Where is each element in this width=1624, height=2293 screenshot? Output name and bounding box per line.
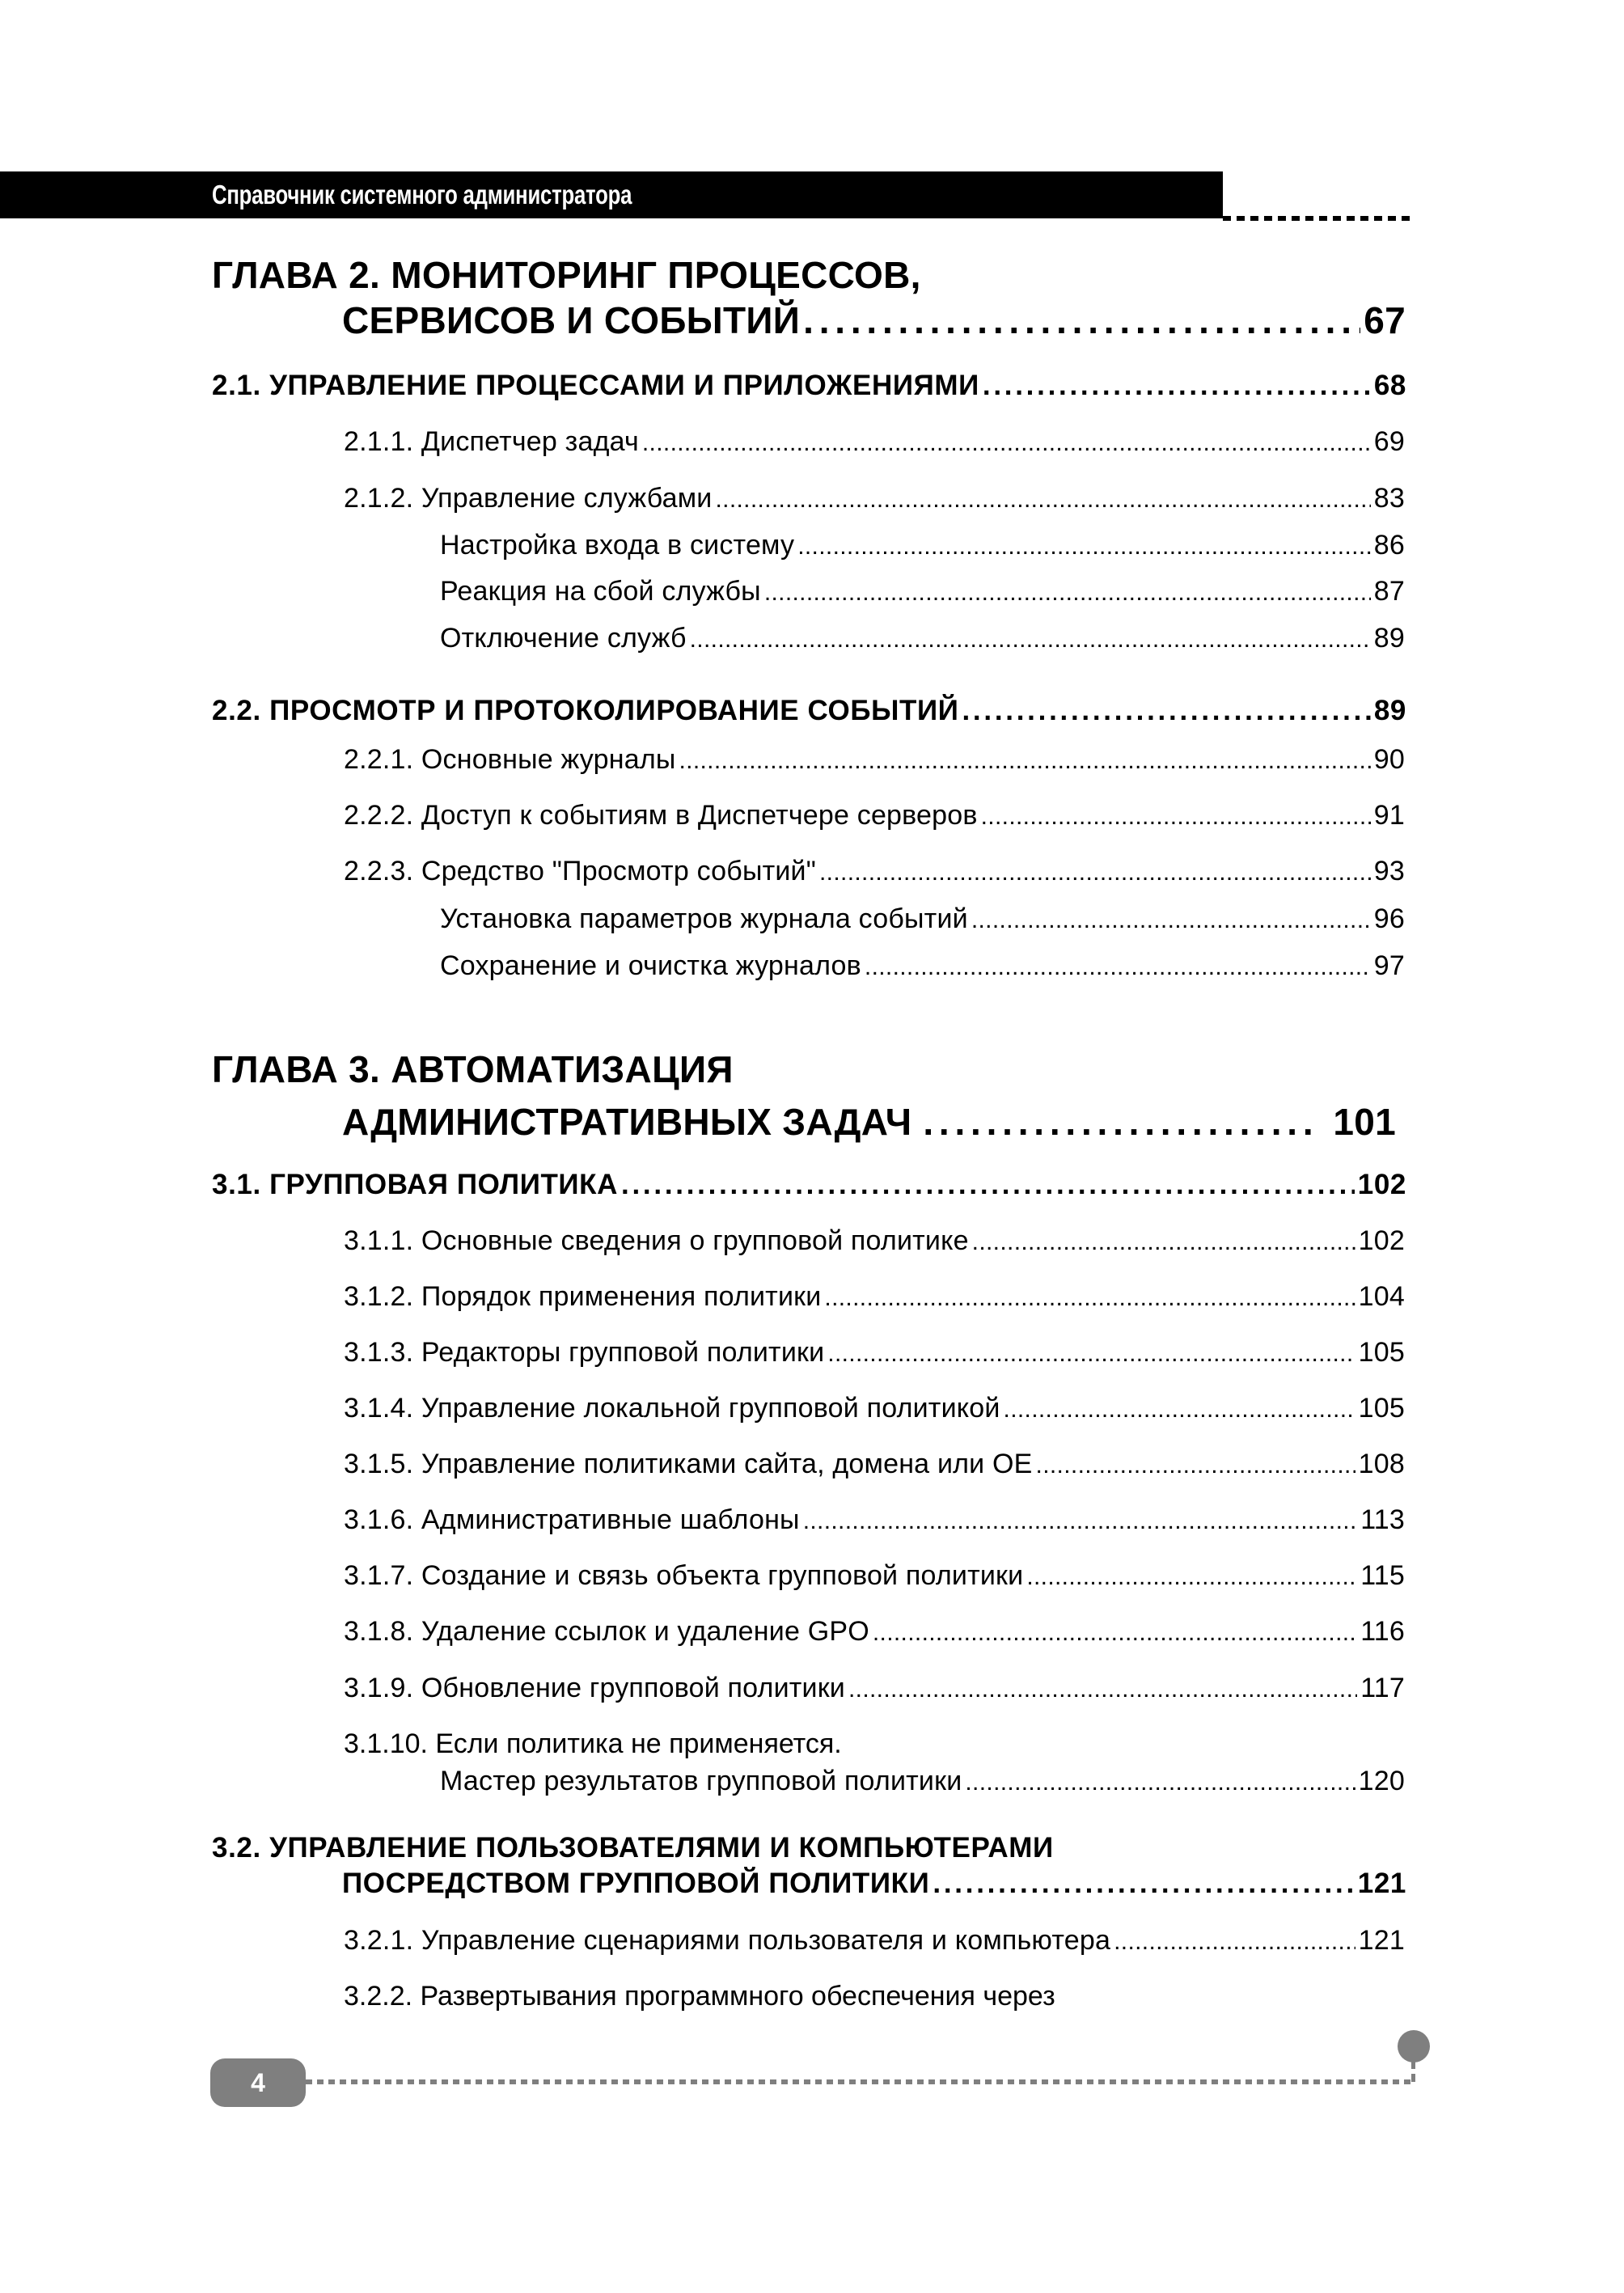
dot-leader [690, 623, 1371, 657]
toc-page-number: 87 [1373, 576, 1405, 607]
toc-entry-3-1-10-line1[interactable]: 3.1.10. Если политика не применяется. [344, 1728, 842, 1759]
chapter-2-title-line1: ГЛАВА 2. МОНИТОРИНГ ПРОЦЕССОВ, [212, 254, 921, 296]
toc-entry-3-1-7[interactable] [344, 1559, 1405, 1594]
toc-entry-2-1[interactable] [212, 368, 1406, 404]
toc-entry-2-2-1[interactable] [344, 742, 1405, 778]
chapter-3-title-line1: ГЛАВА 3. АВТОМАТИЗАЦИЯ [212, 1048, 734, 1090]
toc-entry-title: 3.1.1. Основные сведения о групповой политике [344, 1225, 969, 1256]
toc-page-number: 91 [1373, 800, 1405, 831]
toc-entry-title: 3.1.4. Управление локальной групповой политикой [344, 1393, 1000, 1424]
toc-entry-title: 2.1.1. Диспетчер задач [344, 426, 639, 457]
toc-entry-title: 2.2. ПРОСМОТР И ПРОТОКОЛИРОВАНИЕ СОБЫТИЙ [212, 695, 959, 726]
toc-entry-title: Реакция на сбой службы [440, 576, 761, 607]
toc-entry-chapter-2[interactable] [342, 298, 1406, 343]
toc-page-number: 121 [1357, 1868, 1406, 1899]
dot-leader [803, 298, 1360, 343]
toc-entry-title: ПОСРЕДСТВОМ ГРУППОВОЙ ПОЛИТИКИ [342, 1868, 930, 1899]
toc-page-number: 121 [1358, 1925, 1405, 1956]
toc-entry-3-1-3[interactable] [344, 1335, 1405, 1371]
running-header-title: Справочник системного администратора [212, 180, 632, 209]
toc-entry-title: 3.1.2. Порядок применения политики [344, 1281, 822, 1312]
dot-leader [873, 1616, 1357, 1650]
dot-leader [797, 530, 1371, 564]
footer-dot-ornament [1398, 2030, 1430, 2062]
toc-page-number: 93 [1373, 856, 1405, 886]
toc-entry-service-failure[interactable] [440, 574, 1405, 610]
toc-entry-title: 2.2.1. Основные журналы [344, 744, 676, 775]
toc-entry-title: 2.1.2. Управление службами [344, 483, 713, 514]
dot-leader [764, 576, 1371, 610]
toc-entry-title: 3.1.7. Создание и связь объекта групповой политики [344, 1560, 1024, 1591]
dot-leader [933, 1866, 1354, 1902]
dot-leader [962, 693, 1370, 729]
toc-page-number: 115 [1360, 1560, 1405, 1591]
toc-entry-3-1-1[interactable] [344, 1224, 1405, 1259]
toc-page-number: 83 [1373, 483, 1405, 514]
dot-leader [621, 1167, 1355, 1203]
toc-page-number: 97 [1373, 950, 1405, 981]
toc-page-number: 105 [1358, 1337, 1405, 1368]
dot-leader [965, 1766, 1355, 1800]
toc-entry-title: 2.2.3. Средство "Просмотр событий" [344, 856, 817, 886]
toc-entry-3-2-line1[interactable]: 3.2. УПРАВЛЕНИЕ ПОЛЬЗОВАТЕЛЯМИ И КОМПЬЮТЕРАМИ [212, 1832, 1054, 1864]
toc-entry-disable-services[interactable] [440, 621, 1405, 657]
toc-entry-2-2[interactable] [212, 693, 1406, 729]
toc-entry-title: АДМИНИСТРАТИВНЫХ ЗАДАЧ [342, 1101, 912, 1143]
toc-page-number: 96 [1373, 903, 1405, 934]
dot-leader [679, 744, 1371, 778]
dot-leader [1026, 1560, 1357, 1594]
toc-page-number: 89 [1373, 695, 1406, 726]
toc-entry-3-1-9[interactable] [344, 1671, 1405, 1707]
toc-entry-title: 3.1.6. Административные шаблоны [344, 1504, 800, 1535]
toc-page-number: 102 [1357, 1169, 1406, 1200]
toc-entry-2-1-1[interactable] [344, 425, 1405, 460]
dot-leader [981, 800, 1371, 834]
toc-page-number: 69 [1373, 426, 1405, 457]
footer-dotted-rule [306, 2079, 1415, 2084]
dot-leader [642, 426, 1371, 460]
dot-leader [972, 1225, 1355, 1259]
toc-entry-title: Отключение служб [440, 623, 687, 654]
toc-entry-3-1-4[interactable] [344, 1391, 1405, 1427]
dot-leader [865, 950, 1371, 984]
toc-entry-3-1-8[interactable] [344, 1614, 1405, 1650]
toc-entry-title: 3.1.8. Удаление ссылок и удаление GPO [344, 1616, 869, 1647]
toc-entry-logon-settings[interactable] [440, 528, 1405, 564]
dot-leader [827, 1337, 1355, 1371]
toc-entry-3-1-2[interactable] [344, 1280, 1405, 1315]
toc-entry-title: 3.1.5. Управление политиками сайта, домена или ОЕ [344, 1449, 1033, 1479]
toc-entry-3-1[interactable] [212, 1167, 1406, 1203]
dot-leader [848, 1673, 1357, 1707]
toc-entry-title: 2.2.2. Доступ к событиям в Диспетчере серверов [344, 800, 978, 831]
toc-entry-title: Настройка входа в систему [440, 530, 795, 561]
toc-entry-3-1-10[interactable] [440, 1764, 1405, 1800]
toc-entry-2-1-2[interactable] [344, 481, 1405, 517]
toc-page-number: 105 [1358, 1393, 1405, 1424]
toc-entry-title: 3.2.1. Управление сценариями пользователя и компьютера [344, 1925, 1111, 1956]
toc-entry-3-1-5[interactable] [344, 1447, 1405, 1483]
toc-page-number: 86 [1373, 530, 1405, 561]
toc-entry-title: Сохранение и очистка журналов [440, 950, 861, 981]
toc-page-number: 116 [1360, 1616, 1405, 1647]
toc-entry-title: СЕРВИСОВ И СОБЫТИЙ [342, 299, 801, 341]
toc-page-number: 113 [1360, 1504, 1405, 1535]
dot-leader [803, 1504, 1358, 1538]
toc-page-number: 90 [1373, 744, 1405, 775]
toc-page-number: 108 [1358, 1449, 1405, 1479]
toc-entry-title: 2.1. УПРАВЛЕНИЕ ПРОЦЕССАМИ И ПРИЛОЖЕНИЯМИ [212, 370, 979, 401]
toc-page-number: 102 [1358, 1225, 1405, 1256]
toc-entry-3-2[interactable] [342, 1866, 1406, 1902]
toc-entry-chapter-3[interactable] [342, 1099, 1396, 1144]
toc-entry-3-2-2[interactable]: 3.2.2. Развертывания программного обеспечения через [344, 1981, 1055, 2012]
dot-leader [983, 368, 1371, 404]
dot-leader [923, 1099, 1317, 1144]
toc-entry-2-2-3[interactable] [344, 854, 1405, 890]
toc-entry-save-clear-logs[interactable] [440, 949, 1405, 984]
dot-leader [1036, 1449, 1355, 1483]
header-dotted-rule [1223, 216, 1415, 221]
toc-entry-3-2-1[interactable] [344, 1923, 1405, 1959]
toc-entry-title: Установка параметров журнала событий [440, 903, 968, 934]
toc-page-number: 89 [1373, 623, 1405, 654]
toc-page-number: 67 [1364, 299, 1406, 341]
toc-entry-title: 3.1.3. Редакторы групповой политики [344, 1337, 825, 1368]
toc-page-number: 68 [1373, 370, 1406, 401]
toc-entry-title: 3.1.9. Обновление групповой политики [344, 1673, 845, 1703]
toc-page-number: 117 [1360, 1673, 1405, 1703]
dot-leader [819, 856, 1371, 890]
toc-page-number: 104 [1358, 1281, 1405, 1312]
dot-leader [824, 1281, 1355, 1315]
toc-entry-log-settings[interactable] [440, 902, 1405, 937]
toc-page-number: 101 [1333, 1101, 1396, 1143]
toc-entry-title: Мастер результатов групповой политики [440, 1766, 962, 1796]
toc-entry-3-1-6[interactable] [344, 1503, 1405, 1538]
dot-leader [971, 903, 1371, 937]
toc-entry-2-2-2[interactable] [344, 798, 1405, 834]
page-number-badge: 4 [210, 2058, 306, 2107]
dot-leader [1114, 1925, 1355, 1959]
toc-page-number: 120 [1358, 1766, 1405, 1796]
dot-leader [1004, 1393, 1355, 1427]
dot-leader [715, 483, 1370, 517]
toc-entry-title: 3.1. ГРУППОВАЯ ПОЛИТИКА [212, 1169, 619, 1200]
